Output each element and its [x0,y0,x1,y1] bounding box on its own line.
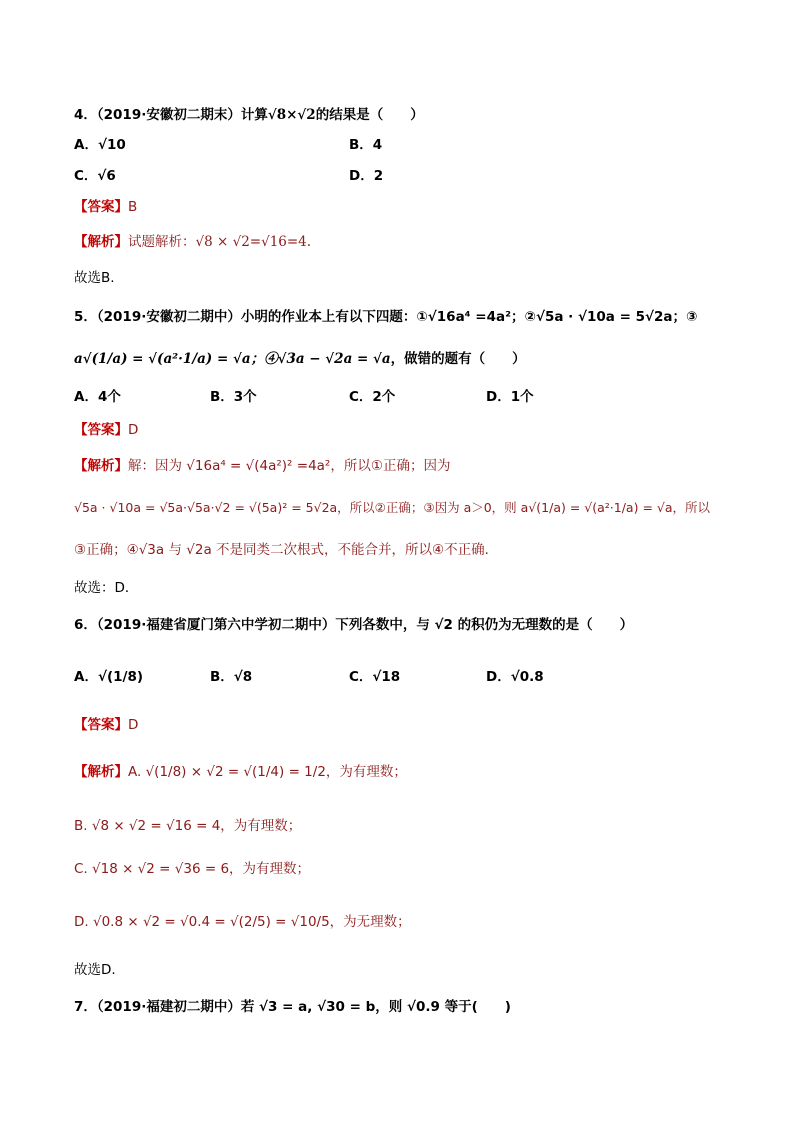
q5-answer: 【答案】D [74,422,139,438]
q6-analysis-d: D. √0.8 × √2 = √0.4 = √(2/5) = √10/5，为无理数； [74,914,411,930]
q6-option-d: D．√0.8 [486,669,544,685]
q5-stem-expression: a√(1/a) = √(a²·1/a) = √a；④√3a − √2a = √a [74,351,391,367]
q4-option-d: D．2 [349,168,384,184]
q5-stem-line2: a√(1/a) = √(a²·1/a) = √a；④√3a − √2a = √a，做错的题有（ ） [74,351,526,367]
q5-option-c: C．2个 [349,389,396,405]
q4-conclusion: 故选B. [74,270,115,286]
q5-option-b: B．3个 [210,389,257,405]
q4-stem-expression: √8×√2 [267,107,316,123]
q5-analysis-line3: ③正确；④√3a 与 √2a 不是同类二次根式，不能合并，所以④不正确． [74,542,499,558]
q4-option-b: B．4 [349,137,383,153]
q4-answer: 【答案】B [74,199,138,215]
q6-analysis-b: B. √8 × √2 = √16 = 4，为有理数； [74,818,302,834]
q5-analysis-line2: √5a · √10a = √5a·√5a·√2 = √(5a)² = 5√2a，所以②正确；③因为 a＞0，则 a√(1/a) = √(a²·1/a) = √a，所以 [74,500,711,515]
q4-option-c: C．√6 [74,168,116,184]
q5-option-d: D．1个 [486,389,534,405]
q6-option-a: A．√(1/8) [74,669,144,685]
q7-stem: 7．（2019·福建初二期中）若 √3 = a, √30 = b，则 √0.9 等于( ) [74,999,511,1015]
q5-analysis-line1: 【解析】解：因为 √16a⁴ = √(4a²)² =4a²，所以①正确；因为 [74,458,451,474]
q4-option-a: A．√10 [74,137,126,153]
q6-answer: 【答案】D [74,717,139,733]
q5-option-a: A．4个 [74,389,121,405]
q6-option-c: C．√18 [349,669,401,685]
q4-stem: 4．（2019·安徽初二期末）计算√8×√2的结果是（ ） [74,107,424,123]
q6-conclusion: 故选D. [74,962,116,978]
q6-analysis-a: 【解析】A. √(1/8) × √2 = √(1/4) = 1/2，为有理数； [74,764,407,780]
q4-analysis: 【解析】试题解析：√8 × √2=√16=4. [74,234,312,250]
q5-conclusion: 故选：D． [74,580,139,596]
q6-option-b: B．√8 [210,669,253,685]
q5-stem-line1: 5．（2019·安徽初二期中）小明的作业本上有以下四题：①√16a⁴ =4a²；②√5a · √10a = 5√2a；③ [74,309,698,325]
q6-analysis-c: C. √18 × √2 = √36 = 6，为有理数； [74,861,311,877]
q4-analysis-expression: √8 × √2=√16=4. [195,234,312,250]
q6-stem: 6．（2019·福建省厦门第六中学初二期中）下列各数中，与 √2 的积仍为无理数的是（ ） [74,617,634,633]
